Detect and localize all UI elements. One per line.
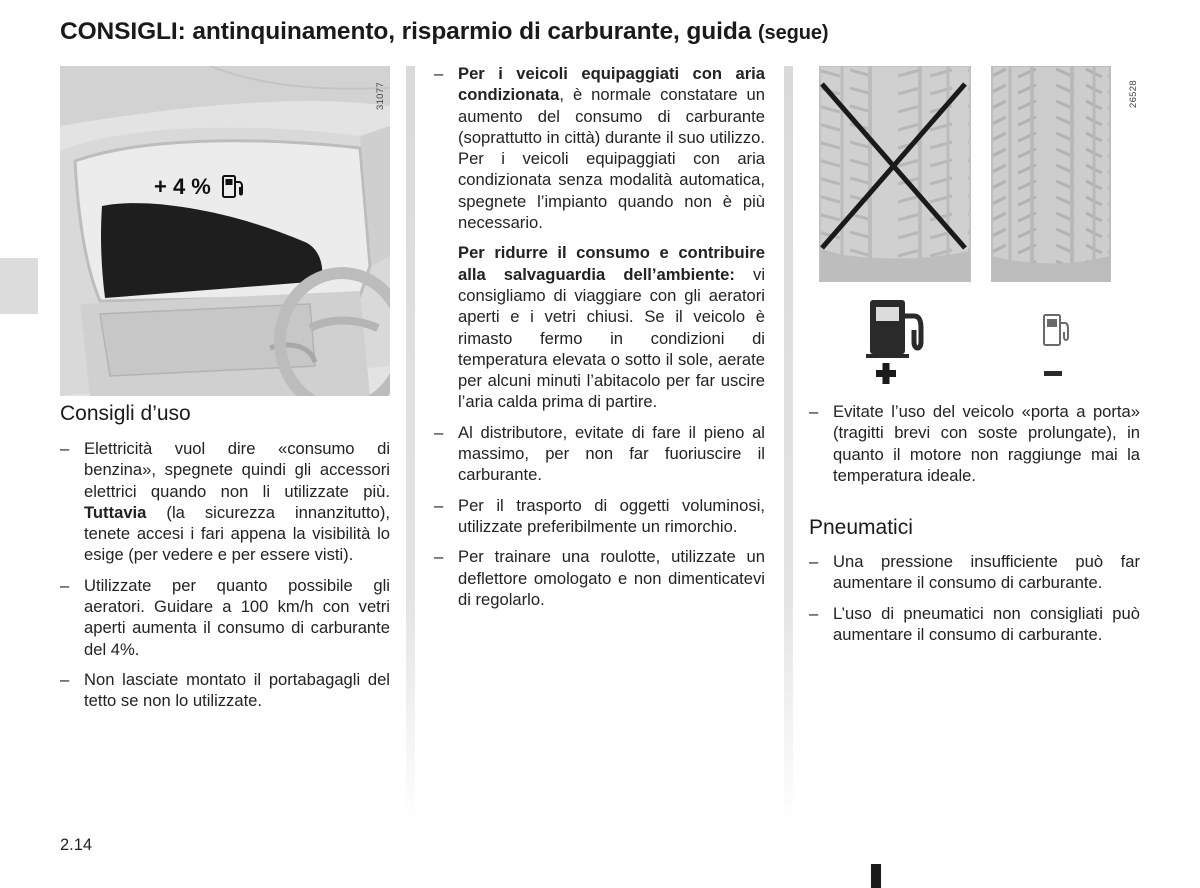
dash-glyph: – <box>434 64 444 83</box>
headlights-tip-text: (la sicurezza innanzitutto), tenete accesi i fari appena la visibilità lo esige (per vedere e per essere visti). <box>84 502 390 565</box>
usage-tips-list <box>60 438 390 721</box>
dash-glyph: – <box>434 495 444 515</box>
list-item <box>60 575 390 660</box>
car-interior-drawing <box>60 66 390 396</box>
electricity-tip-text: Elettricità vuol dire «consumo di benzina», spegnete quindi gli accessori elettrici quando non li utilizzate più. <box>84 439 390 501</box>
trailer-tip: Per il trasporto di oggetti voluminosi, utilizzate preferibilmente un rimorchio. <box>458 495 765 536</box>
page-number: 2.14 <box>60 836 93 854</box>
short-trips-tips <box>809 401 1140 495</box>
environment-bold: Per ridurre il consumo e contribuire alla salvaguardia dell’ambiente: <box>458 243 765 284</box>
figure-number: 31077 <box>375 82 386 110</box>
usage-tips-heading: Consigli d’uso <box>60 402 191 425</box>
vents-tip-text: Utilizzate per quanto possibile gli aeratori. Guidare a 100 km/h con vetri aperti aumenta il consumo di carburante del 4%. <box>84 575 390 659</box>
column-divider-right <box>784 66 793 826</box>
tyre-pressure-tip: Una pressione insufficiente può far aumentare il consumo di carburante. <box>833 552 1140 593</box>
environment-text: vi consigliamo di viaggiare con gli aeratori aperti e i vetri chiusi. Se il veicolo è rimasto fermo in condizioni di temperatura elevata o sotto il sole, aerate per alcuni minuti l’abitacolo per far uscire l’aria calda prima di partire. <box>458 264 766 412</box>
air-conditioning-bold: Per i veicoli equipaggiati con aria condizionata <box>458 64 765 105</box>
correct-tyre <box>992 66 1110 281</box>
tyres-heading: Pneumatici <box>809 516 913 539</box>
list-item <box>60 438 390 566</box>
tyre-type-tip: L’uso di pneumatici non consigliati può aumentare il consumo di carburante. <box>833 603 1140 644</box>
list-item <box>434 546 765 610</box>
dash-glyph: – <box>809 603 819 623</box>
plus-icon <box>876 363 896 384</box>
dash-glyph: – <box>809 552 819 571</box>
air-conditioning-text: , è normale constatare un aumento del consumo di carburante (soprattutto in città) durante il suo utilizzo. Per i veicoli equipaggiati con aria condizionata senza modalità automatica, spegnete l’impianto quando non è più necessario. <box>458 85 765 233</box>
section-tab <box>0 258 38 314</box>
however-bold: Tuttavia <box>84 502 147 522</box>
column-divider-left <box>406 66 415 826</box>
environment-paragraph <box>434 242 765 412</box>
page-title-main: CONSIGLI: antinquinamento, risparmio di carburante, guida <box>60 18 752 45</box>
consumption-increase-label: + 4 % <box>154 174 211 199</box>
minus-icon <box>1044 371 1062 376</box>
dash-glyph: – <box>434 547 444 567</box>
dash-glyph: – <box>809 402 819 421</box>
roof-rack-tip-text: Non lasciate montato il portabagagli del tetto se non lo utilizzate. <box>84 669 390 711</box>
air-conditioning-tips <box>434 63 765 619</box>
page-title <box>60 18 828 46</box>
fuel-pump-icon <box>221 174 245 200</box>
list-item <box>434 63 765 233</box>
figure-number: 26528 <box>1128 80 1139 108</box>
list-item <box>809 551 1140 594</box>
fuel-pump-large-icon <box>866 300 921 358</box>
page-title-suffix: (segue) <box>757 22 829 44</box>
list-item <box>434 422 765 486</box>
tyres-tips-list <box>809 551 1140 654</box>
fuel-pump-small-icon <box>1044 315 1068 345</box>
dash-glyph: – <box>434 422 444 442</box>
page-edge-marker <box>871 864 881 888</box>
worn-tyre <box>820 66 970 281</box>
tyres-illustration <box>810 66 1145 390</box>
dash-glyph: – <box>60 669 70 689</box>
caravan-tip: Per trainare una roulotte, utilizzate un deflettore omologato e non dimenticatevi di regolarlo. <box>458 547 765 609</box>
list-item <box>809 603 1140 646</box>
car-window-illustration <box>60 66 390 396</box>
fuel-station-tip: Al distributore, evitate di fare il pieno al massimo, per non far fuoriuscire il carburante. <box>458 422 765 485</box>
list-item <box>809 401 1140 486</box>
dash-glyph: – <box>60 439 70 458</box>
dash-glyph: – <box>60 575 70 595</box>
list-item <box>434 495 765 538</box>
list-item <box>60 669 390 712</box>
door-to-door-tip: Evitate l’uso del veicolo «porta a porta» (tragitti brevi con soste prolungate), in quanto il motore non raggiunge mai la temperatura ideale. <box>833 402 1140 485</box>
tyres-drawing <box>810 66 1145 390</box>
